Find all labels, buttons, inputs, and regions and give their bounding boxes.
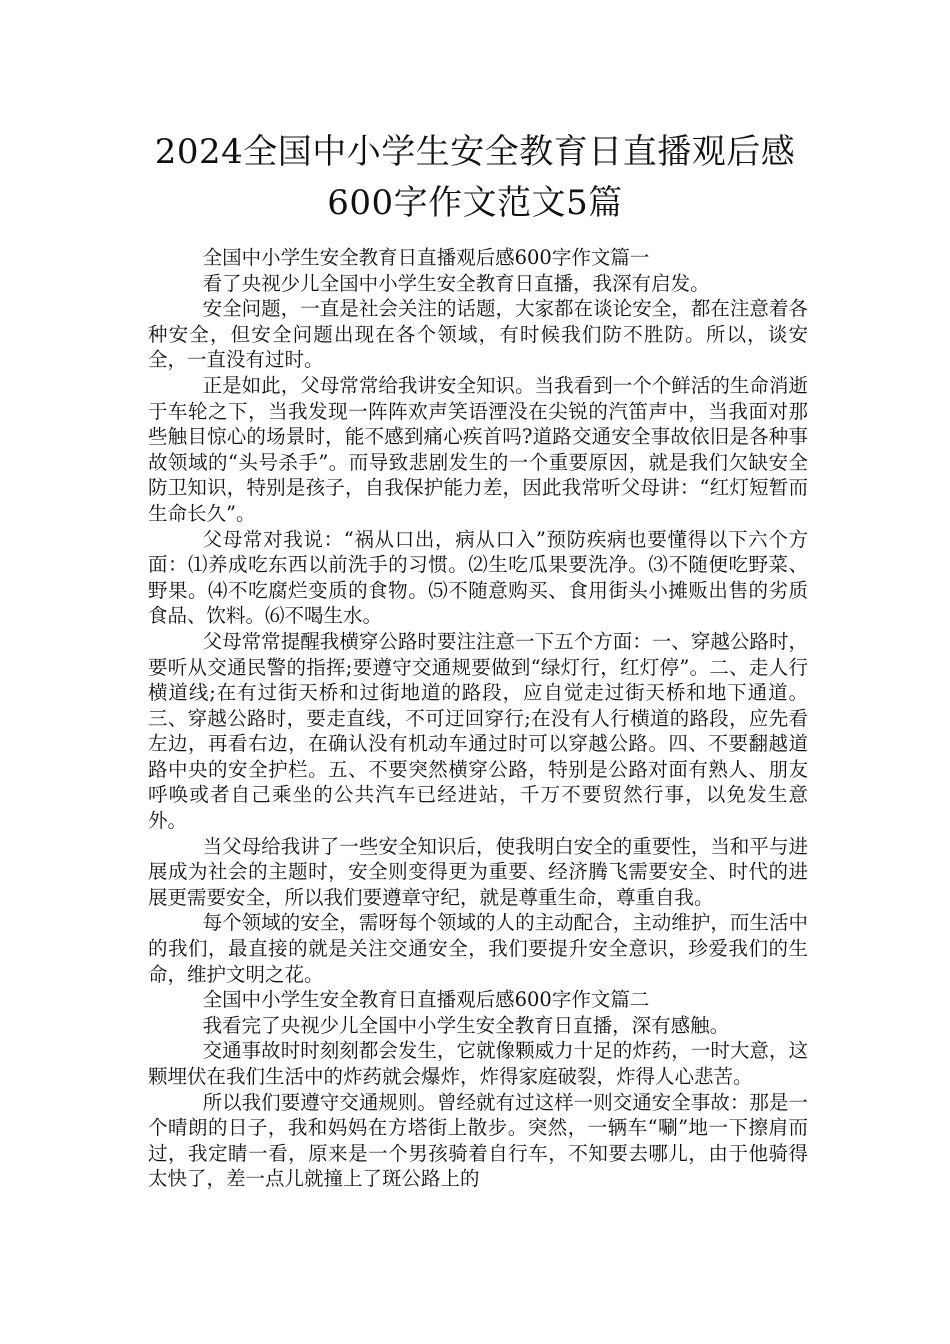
- paragraph: 父母常常提醒我横穿公路时要注注意一下五个方面：一、穿越公路时，要听从交通民警的指挥;要遵守交通规要做到“绿灯行，红灯停”。二、走人行横道线;在有过街天桥和过街地道的路段，应自觉走过街天桥和地下通道。三、穿越公路时，要走直线，不可迂回穿行;在没有人行横道的路段，应先看左边，再看右边，在确认没有机动车通过时可以穿越公路。四、不要翻越道路中央的安全护栏。五、不要突然横穿公路，特别是公路对面有熟人、朋友呼唤或者自己乘坐的公共汽车已经进站，千万不要贸然行事，以免发生意外。: [148, 629, 808, 833]
- paragraph: 交通事故时时刻刻都会发生，它就像颗威力十足的炸药，一时大意，这颗埋伏在我们生活中的炸药就会爆炸，炸得家庭破裂，炸得人心悲苦。: [148, 1039, 808, 1088]
- title-line-2: 600字作文范文5篇: [327, 183, 623, 223]
- title-line-1: 2024全国中小学生安全教育日直播观后感: [154, 132, 796, 172]
- section-heading-2: 全国中小学生安全教育日直播观后感600字作文篇二: [202, 988, 650, 1012]
- paragraph: 父母常对我说：“祸从口出，病从口入”预防疾病也要懂得以下六个方面：⑴养成吃东西以前洗手的习惯。⑵生吃瓜果要洗净。⑶不随便吃野菜、野果。⑷不吃腐烂变质的食物。⑸不随意购买、食用街头小摊贩出售的劣质食品、饮料。⑹不喝生水。: [148, 527, 808, 628]
- paragraph: 安全问题，一直是社会关注的话题，大家都在谈论安全，都在注意着各种安全，但安全问题出现在各个领域，有时候我们防不胜防。所以，谈安全，一直没有过时。: [148, 297, 808, 372]
- paragraph: 看了央视少儿全国中小学生安全教育日直播，我深有启发。: [202, 271, 710, 295]
- paragraph: 每个领域的安全，需呀每个领域的人的主动配合，主动维护，而生活中的我们，最直接的就是关注交通安全，我们要提升安全意识，珍爱我们的生命，维护文明之花。: [148, 911, 808, 986]
- paragraph: 所以我们要遵守交通规则。曾经就有过这样一则交通安全事故：那是一个晴朗的日子，我和妈妈在方塔街上散步。突然，一辆车“唰”地一下擦肩而过，我定睛一看，原来是一个男孩骑着自行车，不知要去哪儿，由于他骑得太快了，差一点儿就撞上了斑公路上的: [148, 1090, 808, 1191]
- document-body: [148, 245, 808, 1192]
- paragraph: 我看完了央视少儿全国中小学生安全教育日直播，深有感触。: [202, 1013, 730, 1037]
- document-title: [100, 127, 850, 229]
- paragraph: 正是如此，父母常常给我讲安全知识。当我看到一个个鲜活的生命消逝于车轮之下，当我发现一阵阵欢声笑语湮没在尖锐的汽笛声中，当我面对那些触目惊心的场景时，能不感到痛心疾首吗?道路交通安全事故依旧是各种事故领域的“头号杀手”。而导致悲剧发生的一个重要原因，就是我们欠缺安全防卫知识，特别是孩子，自我保护能力差，因此我常听父母讲：“红灯短暂而生命长久”。: [148, 373, 808, 525]
- section-heading-1: 全国中小学生安全教育日直播观后感600字作文篇一: [202, 246, 650, 269]
- paragraph: 当父母给我讲了一些安全知识后，使我明白安全的重要性，当和平与进展成为社会的主题时，安全则变得更为重要、经济腾飞需要安全、时代的进展更需要安全，所以我们要遵章守纪，就是尊重生命，尊重自我。: [148, 834, 808, 909]
